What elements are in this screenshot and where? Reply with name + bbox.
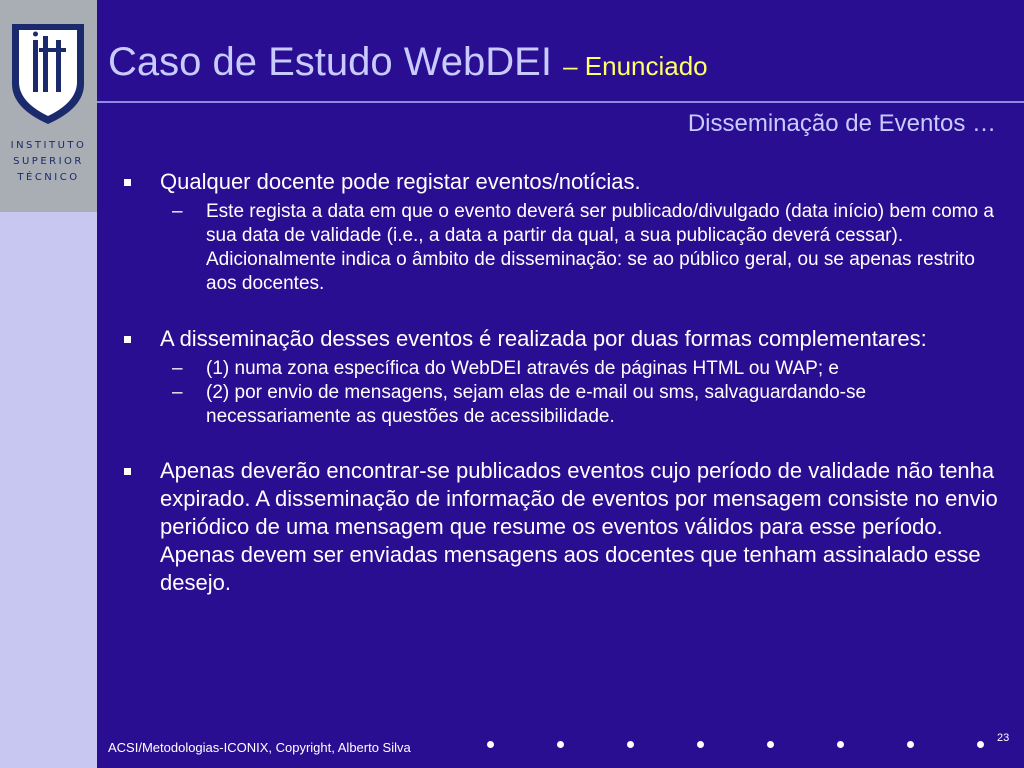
dash-icon: – [172, 358, 183, 379]
slide-content [120, 168, 1000, 597]
bullet-item [120, 457, 1000, 597]
ist-logo [0, 0, 97, 212]
title-divider [97, 101, 1024, 103]
footer-dot-icon [487, 741, 494, 748]
slide-subtitle: Disseminação de Eventos … [687, 110, 996, 137]
bullet-item [120, 325, 1000, 353]
sub-list [120, 200, 1000, 296]
footer-dot-icon [837, 741, 844, 748]
footer-dot-icon [627, 741, 634, 748]
sub-bullet-text: (2) por envio de mensagens, sejam elas de e-mail ou sms, salvaguardando-se necessariamente as questões de acessibilidade. [206, 382, 867, 427]
footer-dot-icon [907, 741, 914, 748]
sub-list [120, 357, 1000, 429]
slide-title [108, 40, 708, 84]
bullet-text: Qualquer docente pode registar eventos/notícias. [160, 169, 641, 194]
page-number: 23 [997, 732, 1010, 744]
bullet-item [120, 168, 1000, 196]
ist-shield-icon [10, 22, 86, 126]
logo-text-line: SUPERIOR [13, 156, 84, 167]
bullet-text: Apenas deverão encontrar-se publicados eventos cujo período de validade não tenha expirado. A disseminação de informação de eventos por mensagem consiste no envio periódico de uma mensagem que resume os eventos válidos para esse período. Apenas devem ser enviadas mensagens aos docentes que tenham assinalado esse desejo. [160, 458, 998, 595]
footer-dot-icon [557, 741, 564, 748]
sub-bullet-text: Este regista a data em que o evento deverá ser publicado/divulgado (data início) bem como a sua data de validade (i.e., a data a partir da qual, a sua publicação deverá cessar). Adicionalmente indica o âmbito de disseminação: se ao público geral, ou se apenas restrito aos docentes. [206, 201, 994, 294]
sub-bullet-text: (1) numa zona específica do WebDEI através de páginas HTML ou WAP; e [206, 358, 839, 379]
footer-dot-icon [697, 741, 704, 748]
dash-icon: – [172, 382, 183, 403]
logo-text-line: TÉCNICO [17, 172, 80, 183]
slide-title-suffix: – Enunciado [563, 51, 708, 81]
sub-bullet-item [120, 200, 1000, 296]
square-bullet-icon [124, 468, 131, 475]
sidebar [0, 0, 97, 768]
slide-title-main: Caso de Estudo WebDEI [108, 40, 552, 84]
footer-dot-icon [767, 741, 774, 748]
logo-text-line: INSTITUTO [10, 140, 87, 151]
footer-dot-icon [977, 741, 984, 748]
square-bullet-icon [124, 336, 131, 343]
sub-bullet-item [120, 381, 1000, 429]
footer-copyright: ACSI/Metodologias-ICONIX, Copyright, Alberto Silva [108, 740, 411, 755]
dash-icon: – [172, 201, 183, 222]
sub-bullet-item [120, 357, 1000, 381]
bullet-text: A disseminação desses eventos é realizada por duas formas complementares: [160, 326, 927, 351]
square-bullet-icon [124, 179, 131, 186]
